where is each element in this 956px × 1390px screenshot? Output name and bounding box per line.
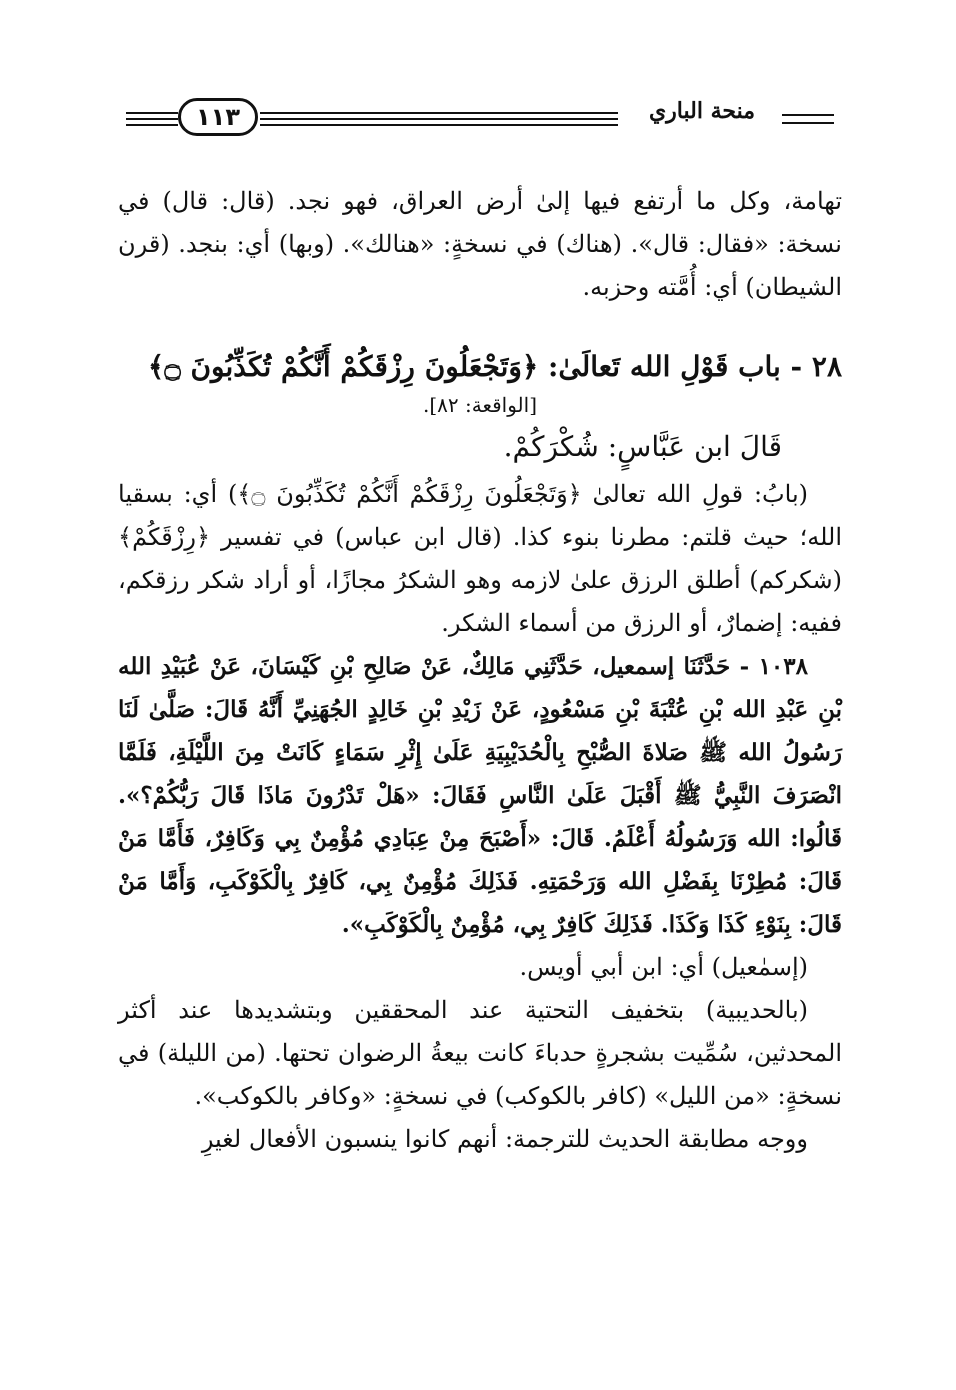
quran-reference: [الواقعة: ٨٢]. [422, 393, 538, 417]
page-number: ١١٣ [178, 98, 258, 136]
chapter-heading: ٢٨ - باب قَوْلِ الله تَعالَىٰ: ﴿وَتَجْعَلُونَ رِزْقَكُمْ أَنَّكُمْ تُكَذِّبُونَ ۝﴾ [147, 350, 842, 383]
page-body [118, 180, 842, 1161]
header-rule [260, 118, 618, 120]
header-rule [126, 124, 178, 126]
commentary-paragraph: تهامة، وكل ما أرتفع فيها إلىٰ أرض العراق، فهو نجد. (قال: قال) في نسخة: «فقال: قال». (هناك) في نسخةٍ: «هنالك». (وبها) أي: بنجد. (قرن الشيطان) أي: أُمَّته وحزبه. [118, 187, 842, 301]
header-rule [126, 118, 178, 120]
header-rule [260, 124, 618, 126]
header-rule [782, 122, 834, 124]
header-rule [126, 112, 178, 114]
commentary-paragraph: (إسمٰعيل) أي: ابن أبي أويس. [519, 953, 808, 981]
commentary-paragraph: (بابُ: قولِ الله تعالىٰ ﴿وَتَجْعَلُونَ رِزْقَكُمْ أَنَّكُمْ تُكَذِّبُونَ ۝﴾) أي: بسقيا الله؛ حيث قلتم: مطرنا بنوء كذا. (قال ابن عباس) في تفسير ﴿رِزْقَكُمْ﴾ (شكركم) أطلق الرزق علىٰ لازمه وهو الشكرُ مجازًا، أو أراد شكر رزقكم، ففيه: إضمارٌ، أو الرزق من أسماء الشكر. [118, 480, 842, 637]
header-rule [260, 112, 618, 114]
commentary-paragraph: ووجه مطابقة الحديث للترجمة: أنهم كانوا ينسبون الأفعال لغيرِ [201, 1125, 808, 1153]
page-header [118, 88, 838, 148]
commentary-paragraph: (بالحديبية) بتخفيف التحتية عند المحققين وبتشديدها عند أكثر المحدثين، سُمِّيت بشجرةٍ حدباءَ كانت بيعةُ الرضوان تحتها. (من الليلة) في نسخةٍ: «من الليل» (كافر بالكوكب) في نسخةٍ: «وكافر بالكوكب». [118, 996, 842, 1110]
ibn-abbas-statement: قَالَ ابن عَبَّاسٍ: شُكْرَكُمْ. [503, 430, 782, 463]
running-title: منحة الباري [648, 98, 756, 124]
header-rule [782, 114, 834, 116]
hadith-text: ١٠٣٨ - حَدَّثَنَا إسمعيل، حَدَّثَنِي مَالِكٌ، عَنْ صَالِحِ بْنِ كَيْسَانَ، عَنْ عُبَيْدِ الله بْنِ عَبْدِ الله بْنِ عُتْبَةَ بْنِ مَسْعُودٍ، عَنْ زَيْدِ بْنِ خَالِدٍ الجُهَنِيِّ أَنَّهُ قَالَ: صَلَّىٰ لَنَا رَسُولُ الله ﷺ صَلاةَ الصُّبْحِ بِالْحُدَيْبِيَةِ عَلَىٰ إِثْرِ سَمَاءٍ كَانَتْ مِنَ اللَّيْلَةِ، فَلَمَّا انْصَرَفَ النَّبِيُّ ﷺ أَقْبَلَ عَلَىٰ النَّاسِ فَقَالَ: «هَلْ تَدْرُونَ مَاذَا قَالَ رَبُّكُمْ؟». قَالُوا: الله وَرَسُولُهُ أَعْلَمُ. قَالَ: «أَصْبَحَ مِنْ عِبَادِي مُؤْمِنٌ بِي وَكَافِرٌ، فَأَمَّا مَنْ قَالَ: مُطِرْنَا بِفَضْلِ الله وَرَحْمَتِهِ. فَذَلِكَ مُؤْمِنٌ بِي، كَافِرٌ بِالْكَوْكَبِ، وَأَمَّا مَنْ قَالَ: بِنَوْءِ كَذَا وَكَذَا. فَذَلِكَ كَافِرٌ بِي، مُؤْمِنٌ بِالْكَوْكَبِ». [118, 653, 842, 938]
